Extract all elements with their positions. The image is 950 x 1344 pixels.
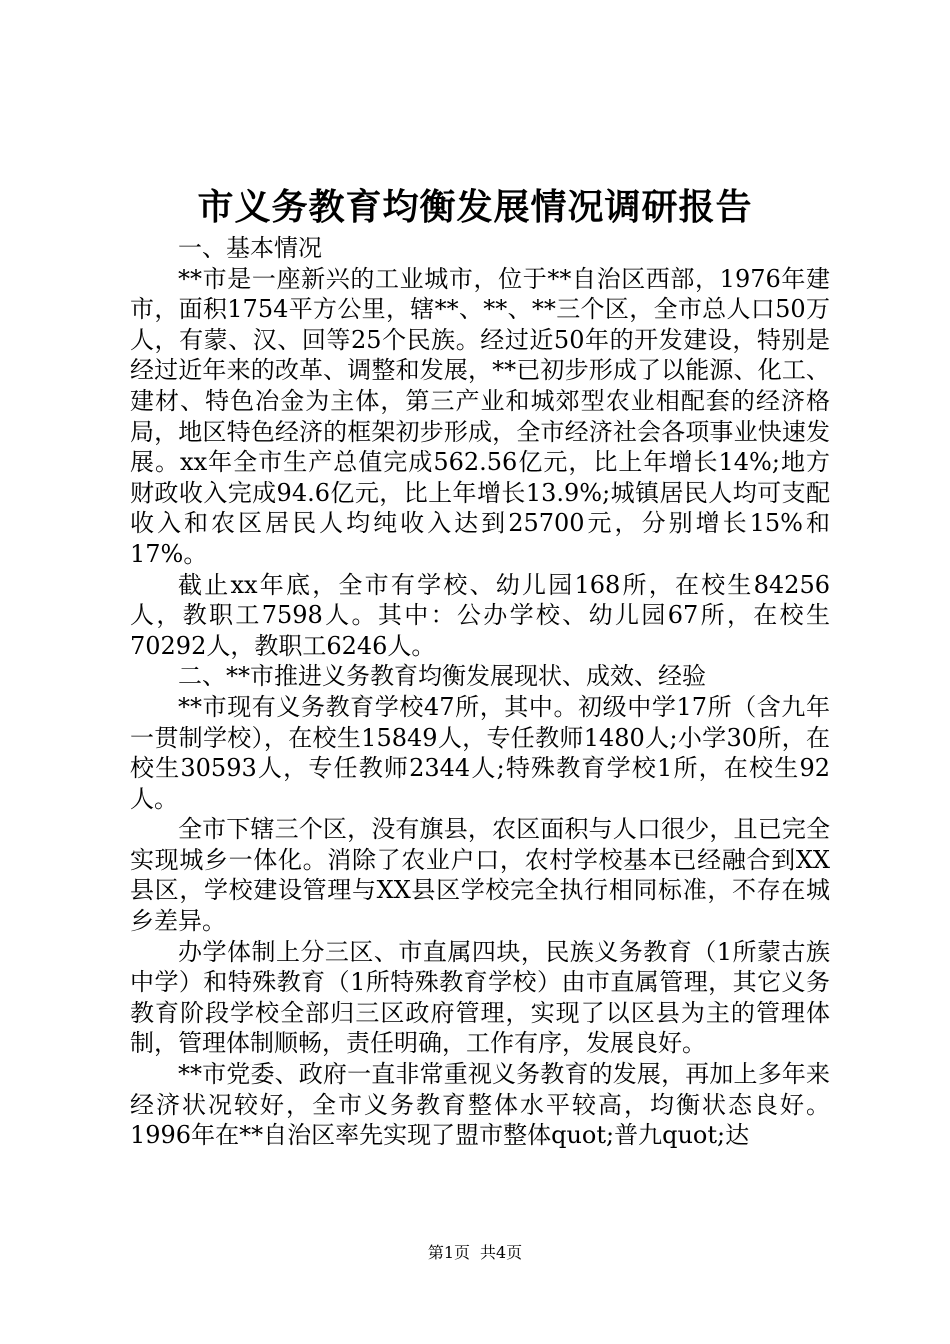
paragraph: **市是一座新兴的工业城市，位于**自治区西部，1976年建市，面积1754平方公里，辖**、**、**三个区，全市总人口50万人，有蒙、汉、回等25个民族。经过近50年的开发建设，特别是经过近年来的改革、调整和发展，**已初步形成了以能源、化工、建材、特色冶金为主体，第三产业和城郊型农业相配套的经济格局，地区特色经济的框架初步形成，全市经济社会各项事业快速发展。xx年全市生产总值完成562.56亿元，比上年增长14%;地方财政收入完成94.6亿元，比上年增长13.9%;城镇居民人均可支配收入和农区居民人均纯收入达到25700元，分别增长15%和17%。 xyxy=(130,264,830,568)
section-heading: 一、基本情况 xyxy=(178,234,322,262)
paragraph: **市现有义务教育学校47所，其中。初级中学17所（含九年一贯制学校），在校生15849人，专任教师1480人;小学30所，在校生30593人，专任教师2344人;特殊教育学校1所，在校生92人。 xyxy=(130,692,830,813)
paragraph: 全市下辖三个区，没有旗县，农区面积与人口很少，且已完全实现城乡一体化。消除了农业户口，农村学校基本已经融合到XX县区，学校建设管理与XX县区学校完全执行相同标准，不存在城乡差异。 xyxy=(130,815,830,936)
paragraph: 截止xx年底，全市有学校、幼儿园168所，在校生84256人，教职工7598人。其中：公办学校、幼儿园67所，在校生70292人，教职工6246人。 xyxy=(130,570,830,660)
page-total: 共4页 xyxy=(480,1243,523,1262)
paragraph: **市党委、政府一直非常重视义务教育的发展，再加上多年来经济状况较好，全市义务教育整体水平较高，均衡状态良好。1996年在**自治区率先实现了盟市整体quot;普九quot;达 xyxy=(130,1060,830,1150)
section-heading: 二、**市推进义务教育均衡发展现状、成效、经验 xyxy=(178,662,706,691)
page-number: 第1页 xyxy=(427,1243,470,1262)
page-footer xyxy=(0,1242,950,1264)
paragraph: 办学体制上分三区、市直属四块，民族义务教育（1所蒙古族中学）和特殊教育（1所特殊教育学校）由市直属管理，其它义务教育阶段学校全部归三区政府管理，实现了以区县为主的管理体制，管理体制顺畅，责任明确，工作有序，发展良好。 xyxy=(130,937,830,1058)
document-title: 市义务教育均衡发展情况调研报告 xyxy=(197,186,753,228)
document-body xyxy=(130,233,830,1151)
